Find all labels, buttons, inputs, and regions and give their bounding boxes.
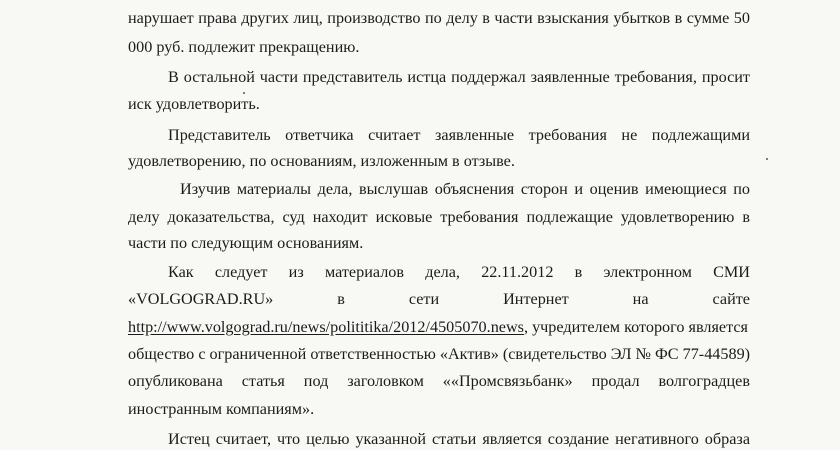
paragraph-5-line-2: «VOLGOGRAD.RU» в сети Интернет на сайте xyxy=(128,290,750,308)
scan-speck xyxy=(243,92,245,94)
paragraph-5-line-1: Как следует из материалов дела, 22.11.2012 в электронном СМИ xyxy=(168,263,750,281)
scan-speck xyxy=(766,158,768,160)
paragraph-5-line-3-rest: , учредителем которого является xyxy=(523,318,748,336)
paragraph-5-line-6: иностранным компаниям». xyxy=(128,400,315,418)
paragraph-1-line-1: нарушает права других лиц, производство по делу в части взыскания убытков в сумме 50 xyxy=(128,9,750,27)
paragraph-4-line-1: Изучив материалы дела, выслушав объяснения сторон и оценив имеющиеся по xyxy=(180,180,750,198)
paragraph-1-line-2: 000 руб. подлежит прекращению. xyxy=(128,38,360,56)
paragraph-3-line-2: удовлетворению, по основаниям, изложенным в отзыве. xyxy=(128,152,515,170)
paragraph-5-line-5: опубликована статья под заголовком ««Промсвязьбанк» продал волгоградцев xyxy=(128,372,750,390)
paragraph-3-line-1: Представитель ответчика считает заявленные требования не подлежащими xyxy=(168,126,750,144)
paragraph-5-line-3 xyxy=(128,316,750,338)
paragraph-2-line-1: В остальной части представитель истца поддержал заявленные требования, просит xyxy=(168,68,750,86)
paragraph-5-line-4: общество с ограниченной ответственностью «Актив» (свидетельство ЭЛ № ФС 77-44589) xyxy=(128,345,751,363)
article-url-link[interactable]: http://www.volgograd.ru/news/polititika/2012/4505070.news xyxy=(128,318,524,336)
paragraph-2-line-2: иск удовлетворить. xyxy=(128,95,260,113)
paragraph-6-line-1: Истец считает, что целью указанной статьи является создание негативного образа xyxy=(168,430,750,448)
paragraph-4-line-2: делу доказательства, суд находит исковые требования подлежащие удовлетворению в xyxy=(128,208,750,226)
paragraph-4-line-3: части по следующим основаниям. xyxy=(128,234,364,252)
